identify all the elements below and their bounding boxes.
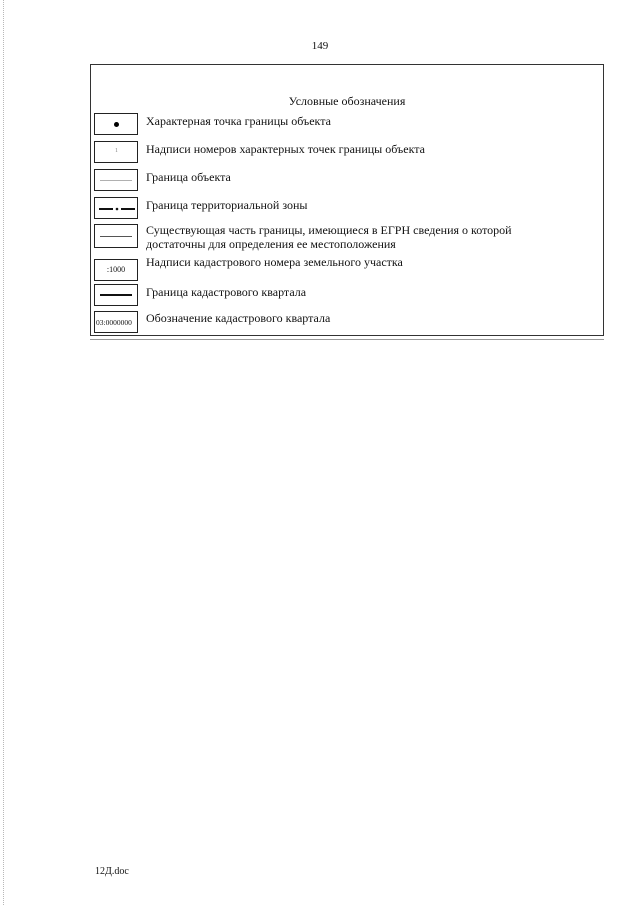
document-filename: 12Д.doc — [95, 866, 129, 877]
quarter-designation-swatch — [94, 311, 138, 333]
legend-label: Обозначение кадастрового квартала — [146, 311, 331, 325]
legend-label: Надписи номеров характерных точек границы объекта — [146, 142, 425, 156]
legend-label: Граница кадастрового квартала — [146, 285, 307, 299]
page-number: 149 — [311, 40, 329, 52]
dot-icon — [114, 122, 119, 127]
scan-edge — [3, 0, 4, 905]
legend-label-line-2: достаточны для определения ее местоположения — [146, 237, 396, 251]
cadastral-number-swatch — [94, 259, 138, 281]
legend-label: Характерная точка границы объекта — [146, 114, 331, 128]
quarter-designation-sample: 03:0000000 — [96, 318, 132, 327]
thin-line-icon — [100, 180, 132, 181]
point-symbol-swatch — [94, 113, 138, 135]
legend-bottom-rule — [90, 339, 604, 340]
territorial-zone-swatch — [94, 197, 138, 219]
thick-line-icon — [100, 294, 132, 296]
quarter-boundary-swatch — [94, 284, 138, 306]
point-number-sample: 1 — [115, 148, 118, 154]
legend-label: Граница объекта — [146, 170, 231, 184]
legend-box — [90, 64, 604, 336]
existing-boundary-swatch — [94, 224, 138, 248]
object-boundary-swatch — [94, 169, 138, 191]
legend-title: Условные обозначения — [288, 94, 406, 108]
point-number-swatch — [94, 141, 138, 163]
solid-line-icon — [100, 236, 132, 237]
cadastral-number-sample: :1000 — [106, 265, 126, 274]
legend-label: Граница территориальной зоны — [146, 198, 308, 212]
legend-label: Надписи кадастрового номера земельного участка — [146, 255, 403, 269]
dash-dot-line-icon — [95, 198, 139, 220]
legend-label-line-1: Существующая часть границы, имеющиеся в ЕГРН сведения о которой — [146, 223, 512, 237]
